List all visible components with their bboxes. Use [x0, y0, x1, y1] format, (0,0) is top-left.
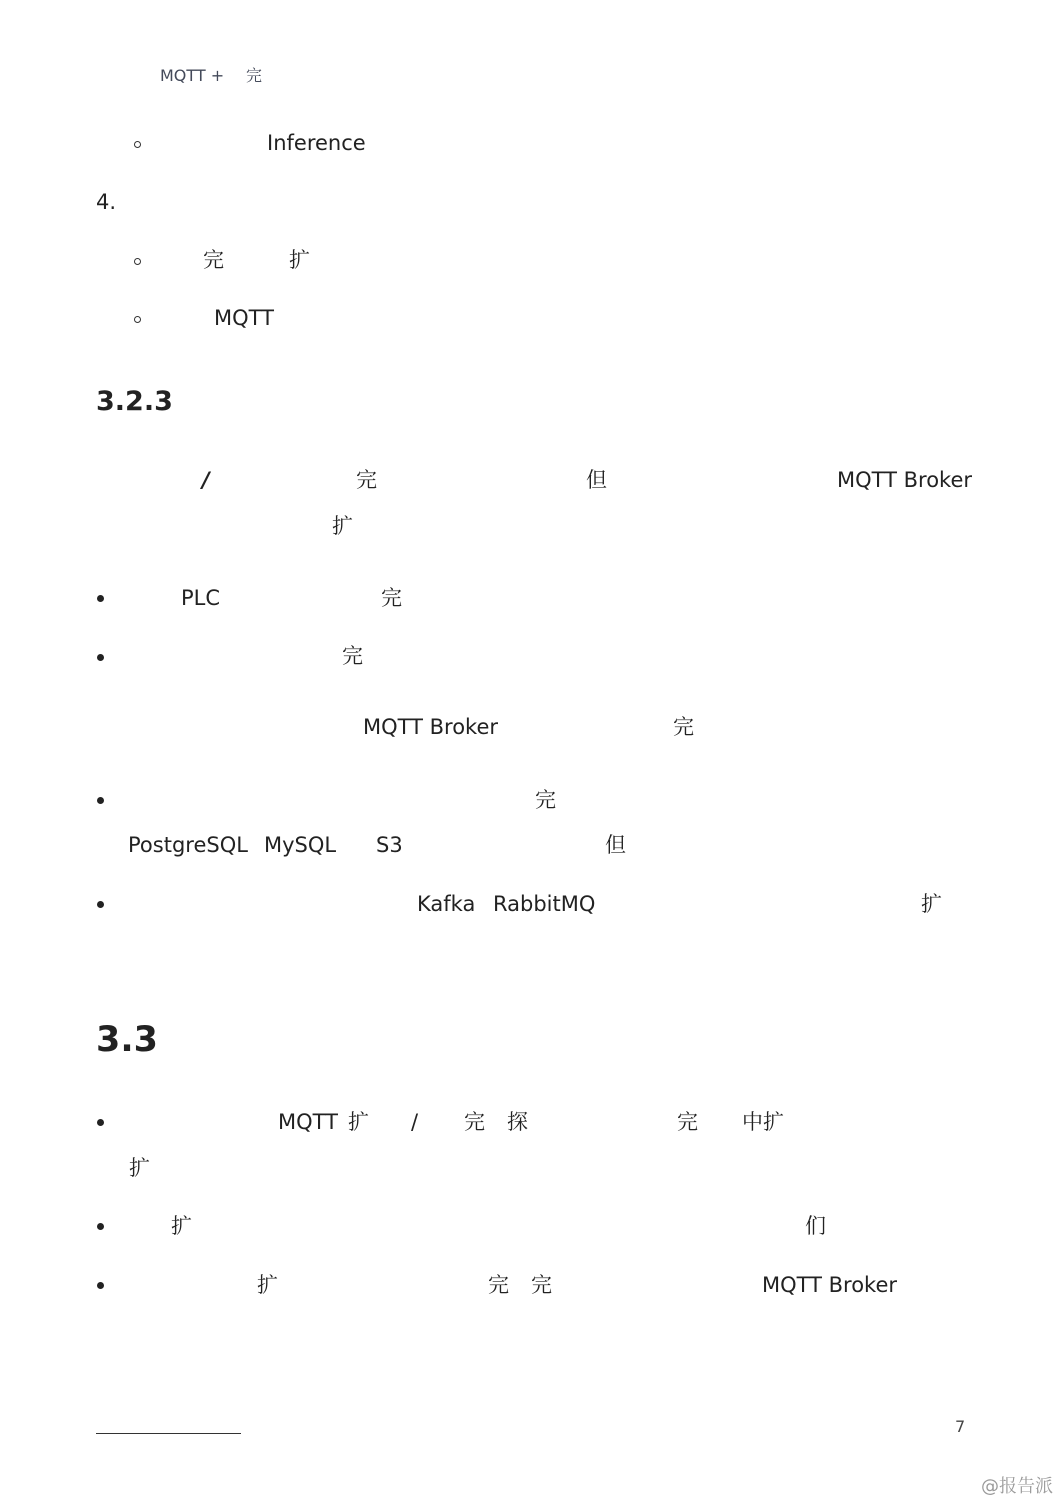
- bullet4-char: 扩: [921, 892, 942, 916]
- bullet-dot: [97, 1119, 104, 1126]
- sub-item-inference: Inference: [267, 131, 366, 155]
- c1-char-b: 扩: [348, 1110, 369, 1134]
- c1-char-e: 探: [507, 1110, 528, 1134]
- bullet2-char: 完: [342, 644, 363, 668]
- c1-char-d: 完: [464, 1110, 485, 1134]
- bullet-dot: [97, 797, 104, 804]
- c2-char-a: 扩: [171, 1214, 192, 1238]
- bullet4-kafka: Kafka: [417, 892, 476, 916]
- c3-char-c: 完: [531, 1273, 552, 1297]
- bullet-dot: [97, 595, 104, 602]
- sub-item-mqtt: MQTT: [214, 306, 274, 330]
- para-char-b: 但: [586, 468, 607, 492]
- c3-mqtt-broker: MQTT Broker: [762, 1273, 898, 1297]
- c1-char-g: 中扩: [742, 1110, 784, 1134]
- c1-mqtt: MQTT: [278, 1110, 338, 1134]
- top-note-mqtt: MQTT +: [160, 66, 225, 85]
- para-slash: /: [202, 468, 210, 492]
- section-heading-3-2-3: 3.2.3: [96, 386, 173, 417]
- bullet3-mysql: MySQL: [264, 833, 337, 857]
- circle-bullet: [134, 141, 141, 148]
- footnote-rule: [96, 1433, 241, 1434]
- sub-item-char-a: 完: [203, 248, 224, 272]
- para-char-a: 完: [356, 468, 377, 492]
- section-heading-3-3: 3.3: [96, 1020, 159, 1060]
- c1-char-h: 扩: [129, 1156, 150, 1180]
- para-mqtt-broker: MQTT Broker: [837, 468, 973, 492]
- bullet-dot: [97, 1223, 104, 1230]
- bullet1-char: 完: [381, 586, 402, 610]
- circle-bullet: [134, 316, 141, 323]
- page-number: 7: [955, 1417, 966, 1436]
- c3-char-a: 扩: [257, 1273, 278, 1297]
- sub-item-char-b: 扩: [289, 248, 310, 272]
- bullet3-postgresql: PostgreSQL: [128, 833, 248, 857]
- bullet1-plc: PLC: [181, 586, 221, 610]
- bullet3-char-a: 完: [535, 788, 556, 812]
- bullet-dot: [97, 654, 104, 661]
- c2-char-b: 们: [805, 1214, 826, 1238]
- bullet4-rabbitmq: RabbitMQ: [493, 892, 596, 916]
- bullet-dot: [97, 901, 104, 908]
- para-char-d: 扩: [332, 514, 353, 538]
- c3-char-b: 完: [488, 1273, 509, 1297]
- circle-bullet: [134, 258, 141, 265]
- bullet3-s3: S3: [376, 833, 403, 857]
- bullet-dot: [97, 1282, 104, 1289]
- list-number-4: 4.: [96, 190, 117, 214]
- top-note-char: 完: [246, 66, 263, 85]
- bullet3-char-e: 但: [605, 833, 626, 857]
- mid-char: 完: [673, 715, 694, 739]
- watermark: @报告派: [981, 1476, 1053, 1497]
- c1-slash: /: [411, 1110, 419, 1134]
- mid-mqtt-broker: MQTT Broker: [363, 715, 499, 739]
- c1-char-f: 完: [677, 1110, 698, 1134]
